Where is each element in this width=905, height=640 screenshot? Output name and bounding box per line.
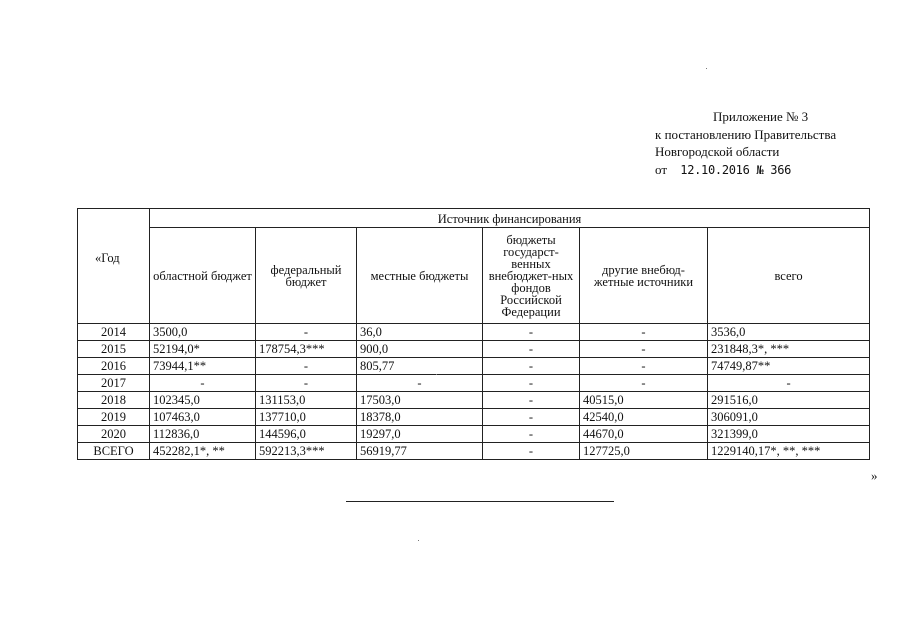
table-row (78, 358, 870, 375)
other-cell: - (580, 375, 708, 392)
federal-cell: 137710,0 (256, 409, 357, 426)
regional-cell: 73944,1** (150, 358, 256, 375)
other-cell: 40515,0 (580, 392, 708, 409)
table-row (78, 409, 870, 426)
other-sources-header: другие внебюд-жетные источники (580, 228, 708, 324)
year-cell: 2020 (78, 426, 150, 443)
funds-cell: - (483, 426, 580, 443)
total-cell: 321399,0 (708, 426, 870, 443)
federal-cell: 592213,3*** (256, 443, 357, 460)
total-row (78, 443, 870, 460)
appendix-date-line (655, 161, 836, 180)
year-cell: 2014 (78, 324, 150, 341)
appendix-subtitle-line: к постановлению Правительства (655, 126, 837, 142)
local-cell: 900,0 (357, 341, 483, 358)
local-cell: 805,77 (357, 358, 483, 375)
regional-cell: 52194,0* (150, 341, 256, 358)
federal-cell: - (256, 375, 357, 392)
regional-cell: 112836,0 (150, 426, 256, 443)
funds-cell: - (483, 375, 580, 392)
local-budgets-header: местные бюджеты (357, 228, 483, 324)
funds-cell: - (483, 324, 580, 341)
federal-cell: - (256, 324, 357, 341)
local-cell: 17503,0 (357, 392, 483, 409)
source-header: Источник финансирования (150, 209, 870, 228)
table-row (78, 426, 870, 443)
regional-budget-header: областной бюджет (150, 228, 256, 324)
total-cell: - (708, 375, 870, 392)
federal-cell: - (256, 358, 357, 375)
total-cell: 306091,0 (708, 409, 870, 426)
local-cell: 36,0 (357, 324, 483, 341)
local-cell: 18378,0 (357, 409, 483, 426)
table-row (78, 392, 870, 409)
appendix-region-line: Новгородской области (655, 144, 780, 159)
local-cell: 56919,77 (357, 443, 483, 460)
footer-rule (346, 501, 614, 502)
federal-cell: 131153,0 (256, 392, 357, 409)
federal-cell: 178754,3*** (256, 341, 357, 358)
regional-cell: 452282,1*, ** (150, 443, 256, 460)
year-cell: 2015 (78, 341, 150, 358)
total-cell: 74749,87** (708, 358, 870, 375)
year-cell: 2018 (78, 392, 150, 409)
funds-cell: - (483, 358, 580, 375)
other-cell: 44670,0 (580, 426, 708, 443)
funds-cell: - (483, 341, 580, 358)
scan-speck (418, 540, 419, 541)
total-cell: 231848,3*, *** (708, 341, 870, 358)
table-row (78, 341, 870, 358)
financing-table (77, 208, 870, 460)
year-column-header: «Год (78, 209, 150, 324)
appendix-title: Приложение № 3 (713, 109, 809, 124)
total-cell: 3536,0 (708, 324, 870, 341)
other-cell: 42540,0 (580, 409, 708, 426)
total-cell: 291516,0 (708, 392, 870, 409)
local-cell: - (357, 375, 483, 392)
funds-cell: - (483, 392, 580, 409)
other-cell: - (580, 324, 708, 341)
regional-cell: 3500,0 (150, 324, 256, 341)
local-cell: 19297,0 (357, 426, 483, 443)
year-cell: 2017 (78, 375, 150, 392)
table-row (78, 324, 870, 341)
other-cell: 127725,0 (580, 443, 708, 460)
scan-speck (706, 68, 707, 69)
document-header (655, 108, 836, 179)
federal-cell: 144596,0 (256, 426, 357, 443)
funds-cell: - (483, 409, 580, 426)
date-prefix: от (655, 161, 668, 177)
year-cell: 2019 (78, 409, 150, 426)
funds-cell: - (483, 443, 580, 460)
total-cell: 1229140,17*, **, *** (708, 443, 870, 460)
date-value: 12.10.2016 № 366 (680, 162, 792, 177)
table-row (78, 375, 870, 392)
year-cell: 2016 (78, 358, 150, 375)
other-cell: - (580, 358, 708, 375)
extrabudgetary-funds-header: бюджеты государст-венных внебюджет-ных фондов Российской Федерации (483, 228, 580, 324)
other-cell: - (580, 341, 708, 358)
year-cell: ВСЕГО (78, 443, 150, 460)
regional-cell: 107463,0 (150, 409, 256, 426)
regional-cell: 102345,0 (150, 392, 256, 409)
federal-budget-header: федеральный бюджет (256, 228, 357, 324)
closing-quote: » (871, 468, 878, 483)
regional-cell: - (150, 375, 256, 392)
scan-speck (436, 374, 437, 375)
total-header: всего (708, 228, 870, 324)
